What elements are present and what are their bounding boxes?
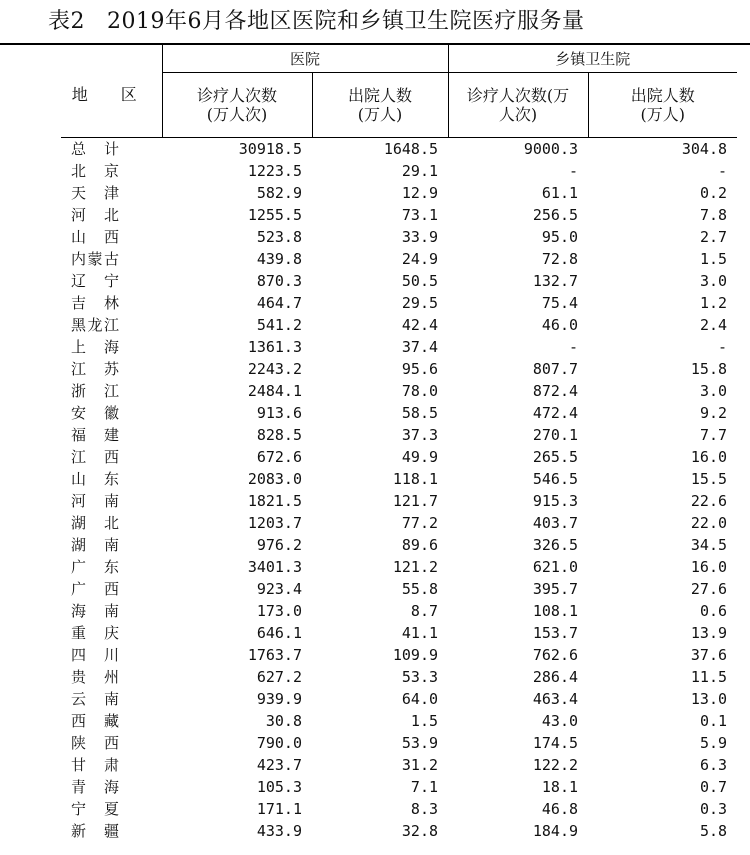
region-name: 西 藏 [71,712,119,730]
hospital-discharge-cell: 53.3 [401,668,439,686]
hospital-visits-cell: 105.3 [256,778,302,796]
hospital-visits-cell: 3401.3 [247,558,302,576]
hospital-visits-cell: 423.7 [256,756,302,774]
table-row [61,820,737,842]
region-name: 海 南 [71,602,119,620]
hospital-discharge-cell: 53.9 [401,734,439,752]
township-visits-cell: 621.0 [532,558,579,576]
township-visits-cell: 174.5 [532,734,579,752]
hospital-discharge-cell: 58.5 [401,404,439,422]
township-discharge-cell: 16.0 [690,448,728,466]
region-name: 福 建 [71,426,119,444]
header-township: 乡镇卫生院 [448,44,737,73]
table-header [61,44,737,138]
table-row [61,402,737,424]
table-row [61,600,737,622]
region-name: 甘 肃 [71,756,119,774]
township-visits-cell: 46.8 [541,800,579,818]
region-cell [61,710,162,732]
township-discharge-cell: 304.8 [681,140,728,158]
header-region: 地 区 [61,44,162,138]
region-cell [61,798,162,820]
township-visits-cell: - [568,162,579,180]
township-discharge-cell: 0.6 [699,602,728,620]
hospital-discharge-cell: 24.9 [401,250,439,268]
table-row [61,754,737,776]
hospital-visits-cell: 976.2 [256,536,302,554]
hospital-visits-cell: 541.2 [256,316,302,334]
hospital-discharge-cell: 78.0 [401,382,439,400]
region-name: 山 东 [71,470,119,488]
region-name: 湖 南 [71,536,119,554]
township-discharge-cell: - [718,338,728,356]
region-cell [61,490,162,512]
region-name: 江 西 [71,448,119,466]
table-row [61,358,737,380]
township-discharge-cell: 2.4 [699,316,728,334]
table-row [61,336,737,358]
township-visits-cell: 46.0 [541,316,579,334]
township-visits-cell: 546.5 [532,470,579,488]
township-discharge-cell: 34.5 [690,536,728,554]
region-name: 广 西 [71,580,119,598]
township-discharge-cell: 7.7 [699,426,728,444]
region-cell [61,534,162,556]
hospital-discharge-cell: 37.3 [401,426,439,444]
region-name: 四 川 [71,646,119,664]
township-visits-cell: 807.7 [532,360,579,378]
township-discharge-cell: 2.7 [699,228,728,246]
hospital-discharge-cell: 29.5 [401,294,439,312]
table-row [61,160,737,182]
table-row [61,248,737,270]
region-name: 辽 宁 [71,272,119,290]
hospital-visits-cell: 870.3 [256,272,302,290]
township-discharge-cell: 1.2 [699,294,728,312]
township-discharge-cell: 9.2 [699,404,728,422]
township-visits-cell: - [568,338,579,356]
hospital-visits-cell: 790.0 [256,734,302,752]
hospital-discharge-cell: 121.7 [392,492,439,510]
hospital-discharge-cell: 8.3 [410,800,439,818]
region-name: 天 津 [71,184,119,202]
region-cell [61,622,162,644]
hospital-visits-cell: 1223.5 [247,162,302,180]
hospital-discharge-cell: 31.2 [401,756,439,774]
township-visits-cell: 256.5 [532,206,579,224]
region-cell [61,314,162,336]
region-cell [61,336,162,358]
region-name: 宁 夏 [71,800,119,818]
region-name: 云 南 [71,690,119,708]
region-name: 河 北 [71,206,119,224]
table-row [61,776,737,798]
hospital-visits-cell: 913.6 [256,404,302,422]
hospital-discharge-cell: 1.5 [410,712,439,730]
region-name: 上 海 [71,338,119,356]
table-row [61,292,737,314]
region-name: 吉 林 [71,294,119,312]
table-row [61,182,737,204]
region-cell [61,270,162,292]
hospital-discharge-cell: 1648.5 [383,140,439,158]
table-row [61,710,737,732]
header-township-discharge: 出院人数 (万人) [588,73,737,138]
township-discharge-cell: - [718,162,728,180]
table-row [61,798,737,820]
township-discharge-cell: 3.0 [699,382,728,400]
region-name: 江 苏 [71,360,119,378]
hospital-discharge-cell: 77.2 [401,514,439,532]
township-visits-cell: 265.5 [532,448,579,466]
region-cell [61,226,162,248]
hospital-discharge-cell: 42.4 [401,316,439,334]
region-name: 河 南 [71,492,119,510]
region-cell [61,358,162,380]
hospital-visits-cell: 2484.1 [247,382,302,400]
township-discharge-cell: 15.8 [690,360,728,378]
region-name: 湖 北 [71,514,119,532]
hospital-visits-cell: 30.8 [265,712,302,730]
hospital-discharge-cell: 95.6 [401,360,439,378]
township-visits-cell: 9000.3 [523,140,579,158]
region-cell [61,820,162,842]
township-visits-cell: 915.3 [532,492,579,510]
hospital-visits-cell: 2243.2 [247,360,302,378]
table-row [61,424,737,446]
hospital-visits-cell: 939.9 [256,690,302,708]
table-row [61,512,737,534]
table-row [61,644,737,666]
region-cell [61,380,162,402]
table-row [61,666,737,688]
region-name: 浙 江 [71,382,119,400]
table-row [61,490,737,512]
region-cell [61,204,162,226]
table-title-text: 2019年6月各地区医院和乡镇卫生院医疗服务量 [107,9,585,34]
table-body [61,138,737,843]
township-visits-cell: 463.4 [532,690,579,708]
region-name: 北 京 [71,162,119,180]
region-cell [61,424,162,446]
region-cell [61,248,162,270]
region-name: 贵 州 [71,668,119,686]
region-cell [61,600,162,622]
region-cell [61,160,162,182]
township-discharge-cell: 7.8 [699,206,728,224]
table-row [61,380,737,402]
table-number: 表2 [48,9,85,34]
township-visits-cell: 326.5 [532,536,579,554]
hospital-discharge-cell: 118.1 [392,470,439,488]
table-row [61,446,737,468]
region-cell [61,138,162,161]
township-discharge-cell: 27.6 [690,580,728,598]
region-name: 安 徽 [71,404,119,422]
township-discharge-cell: 22.6 [690,492,728,510]
township-visits-cell: 132.7 [532,272,579,290]
hospital-discharge-cell: 29.1 [401,162,439,180]
township-visits-cell: 872.4 [532,382,579,400]
hospital-visits-cell: 1361.3 [247,338,302,356]
township-visits-cell: 75.4 [541,294,579,312]
region-name: 新 疆 [71,822,119,840]
table-row [61,314,737,336]
region-name: 陕 西 [71,734,119,752]
table-row [61,468,737,490]
hospital-visits-cell: 173.0 [256,602,302,620]
hospital-discharge-cell: 12.9 [401,184,439,202]
region-name: 重 庆 [71,624,119,642]
table-row [61,688,737,710]
township-visits-cell: 18.1 [541,778,579,796]
header-hospital: 医院 [162,44,448,73]
hospital-visits-cell: 523.8 [256,228,302,246]
region-cell [61,732,162,754]
header-township-visits: 诊疗人次数(万 人次) [448,73,588,138]
table-row [61,226,737,248]
township-visits-cell: 43.0 [541,712,579,730]
header-hospital-visits: 诊疗人次数 (万人次) [162,73,312,138]
hospital-discharge-cell: 89.6 [401,536,439,554]
hospital-discharge-cell: 64.0 [401,690,439,708]
region-cell [61,776,162,798]
hospital-discharge-cell: 8.7 [410,602,439,620]
table-row [61,270,737,292]
table-row [61,732,737,754]
township-discharge-cell: 0.3 [699,800,728,818]
township-discharge-cell: 13.0 [690,690,728,708]
region-name: 内蒙古 [71,250,119,268]
region-name: 总 计 [71,140,119,158]
township-visits-cell: 72.8 [541,250,579,268]
hospital-visits-cell: 464.7 [256,294,302,312]
region-cell [61,182,162,204]
service-volume-table [61,44,737,842]
region-cell [61,512,162,534]
township-discharge-cell: 6.3 [699,756,728,774]
region-name: 黑龙江 [71,316,119,334]
hospital-discharge-cell: 7.1 [410,778,439,796]
hospital-visits-cell: 828.5 [256,426,302,444]
hospital-visits-cell: 1203.7 [247,514,302,532]
township-discharge-cell: 13.9 [690,624,728,642]
hospital-discharge-cell: 121.2 [392,558,439,576]
hospital-visits-cell: 30918.5 [238,140,302,158]
township-discharge-cell: 16.0 [690,558,728,576]
township-discharge-cell: 5.8 [699,822,728,840]
hospital-visits-cell: 1255.5 [247,206,302,224]
township-visits-cell: 184.9 [532,822,579,840]
township-visits-cell: 270.1 [532,426,579,444]
region-cell [61,556,162,578]
township-visits-cell: 108.1 [532,602,579,620]
hospital-visits-cell: 627.2 [256,668,302,686]
township-visits-cell: 95.0 [541,228,579,246]
hospital-discharge-cell: 73.1 [401,206,439,224]
hospital-visits-cell: 672.6 [256,448,302,466]
hospital-visits-cell: 1821.5 [247,492,302,510]
township-discharge-cell: 0.2 [699,184,728,202]
township-discharge-cell: 5.9 [699,734,728,752]
township-visits-cell: 153.7 [532,624,579,642]
region-name: 广 东 [71,558,119,576]
hospital-discharge-cell: 49.9 [401,448,439,466]
township-discharge-cell: 1.5 [699,250,728,268]
region-cell [61,578,162,600]
table-row [61,622,737,644]
region-name: 山 西 [71,228,119,246]
region-cell [61,666,162,688]
township-visits-cell: 472.4 [532,404,579,422]
hospital-discharge-cell: 32.8 [401,822,439,840]
region-cell [61,754,162,776]
township-visits-cell: 122.2 [532,756,579,774]
hospital-discharge-cell: 50.5 [401,272,439,290]
township-discharge-cell: 15.5 [690,470,728,488]
township-visits-cell: 61.1 [541,184,579,202]
township-visits-cell: 403.7 [532,514,579,532]
region-name: 青 海 [71,778,119,796]
township-discharge-cell: 3.0 [699,272,728,290]
hospital-visits-cell: 2083.0 [247,470,302,488]
township-visits-cell: 762.6 [532,646,579,664]
region-cell [61,402,162,424]
region-cell [61,688,162,710]
region-cell [61,644,162,666]
table-row [61,556,737,578]
hospital-visits-cell: 439.8 [256,250,302,268]
table-row [61,138,737,161]
hospital-discharge-cell: 55.8 [401,580,439,598]
header-hospital-discharge: 出院人数 (万人) [312,73,448,138]
table-row [61,534,737,556]
table-row [61,578,737,600]
hospital-visits-cell: 582.9 [256,184,302,202]
hospital-discharge-cell: 37.4 [401,338,439,356]
hospital-discharge-cell: 109.9 [392,646,439,664]
township-discharge-cell: 0.7 [699,778,728,796]
hospital-visits-cell: 646.1 [256,624,302,642]
township-visits-cell: 395.7 [532,580,579,598]
region-cell [61,468,162,490]
hospital-visits-cell: 1763.7 [247,646,302,664]
township-discharge-cell: 0.1 [699,712,728,730]
hospital-visits-cell: 171.1 [256,800,302,818]
township-discharge-cell: 22.0 [690,514,728,532]
hospital-visits-cell: 433.9 [256,822,302,840]
region-cell [61,292,162,314]
hospital-discharge-cell: 33.9 [401,228,439,246]
region-cell [61,446,162,468]
table-title [48,6,585,38]
hospital-visits-cell: 923.4 [256,580,302,598]
township-visits-cell: 286.4 [532,668,579,686]
township-discharge-cell: 11.5 [690,668,728,686]
table-row [61,204,737,226]
township-discharge-cell: 37.6 [690,646,728,664]
hospital-discharge-cell: 41.1 [401,624,439,642]
